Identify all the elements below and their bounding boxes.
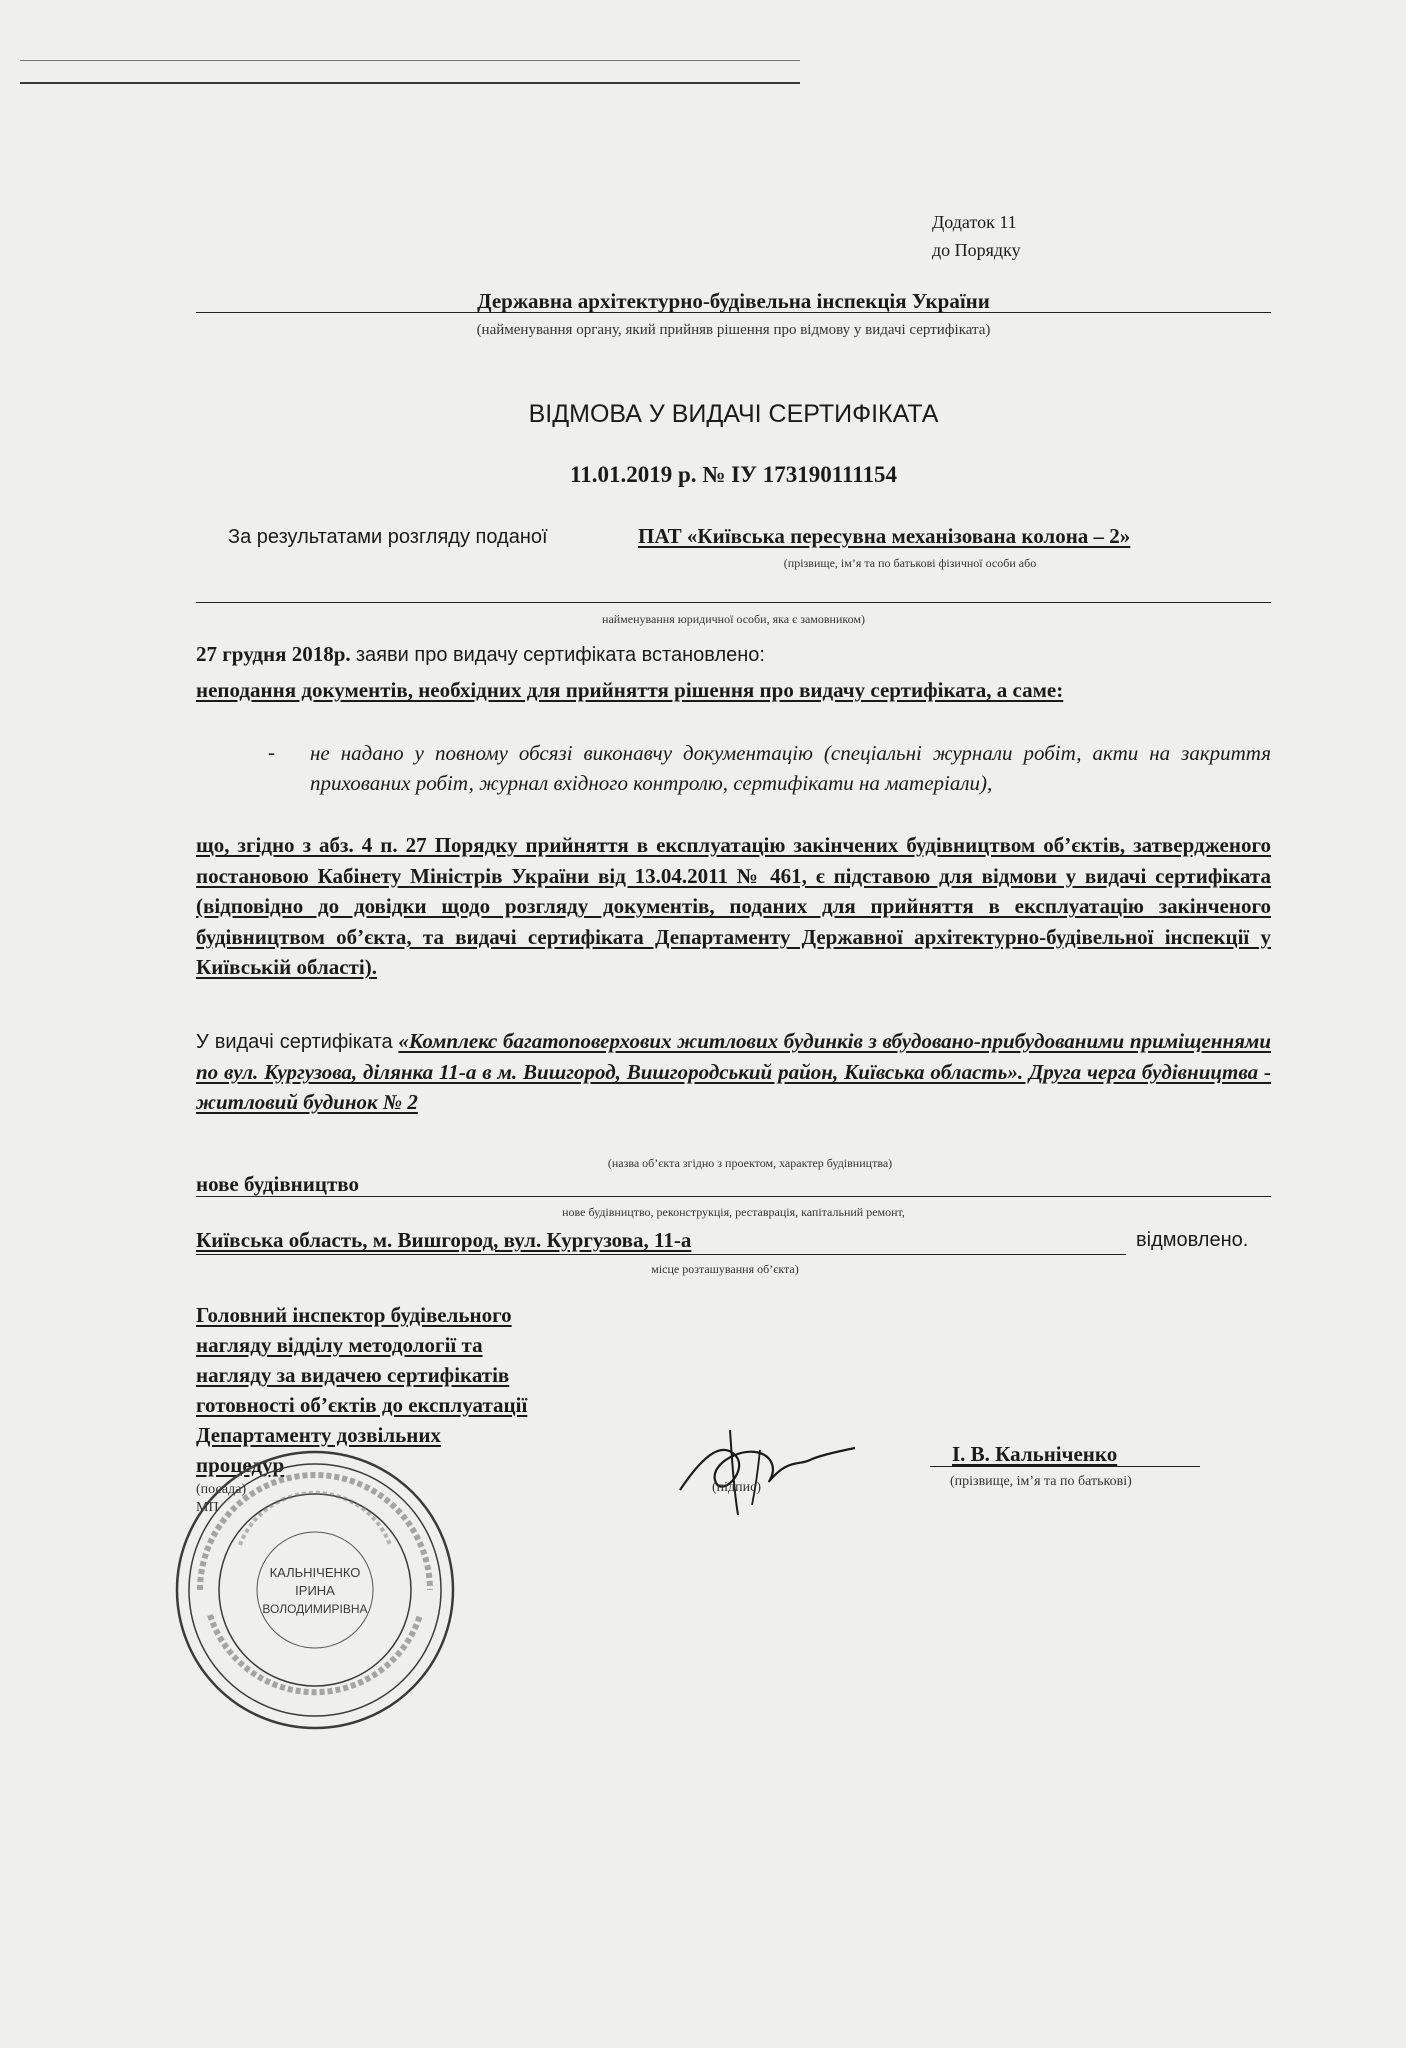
annex-line-2: до Порядку xyxy=(932,240,1021,260)
applicant-name: ПАТ «Київська пересувна механізована колона – 2» xyxy=(638,524,1131,548)
document-title: ВІДМОВА У ВИДАЧІ СЕРТИФІКАТА xyxy=(528,400,939,428)
signatory-name-underline xyxy=(930,1466,1200,1467)
location-underline xyxy=(196,1254,1126,1255)
position-line-6: процедур xyxy=(196,1453,285,1477)
signature-scribble-icon xyxy=(660,1420,860,1520)
object-caption: (назва об’єкта згідно з проектом, характер будівництва) xyxy=(607,1156,893,1170)
applicant-caption-2: найменування юридичної особи, яка є замовником) xyxy=(602,612,865,626)
location-value: Київська область, м. Вишгород, вул. Кургузова, 11-а xyxy=(196,1228,692,1252)
position-line-4: готовності об’єктів до експлуатації xyxy=(196,1393,528,1417)
construction-caption: нове будівництво, реконструкція, реставрація, капітальний ремонт, xyxy=(562,1205,905,1219)
location-caption: місце розташування об’єкта) xyxy=(651,1262,799,1276)
stamp-line-3: ВОЛОДИМИРІВНА xyxy=(262,1602,368,1616)
object-intro: У видачі сертифіката xyxy=(196,1031,393,1053)
application-rest: заяви про видачу сертифіката встановлено: xyxy=(355,644,765,666)
legal-basis: що, згідно з абз. 4 п. 27 Порядку прийняття в експлуатацію закінчених будівництвом об’єктів, затвердженого постановою Кабінету Міністрів України від 13.04.2011 № 461, є підставою для відмови у видачі сертифіката (відповідно до довідки щодо розгляду документів, поданих для прийняття в експлуатацію закінченого будівництвом об’єкта, та видачі сертифіката Департаменту Державної архітектурно-будівельної інспекції у Київській області). xyxy=(196,833,1271,979)
application-date: 27 грудня 2018р. xyxy=(196,642,351,666)
reason-heading: неподання документів, необхідних для прийняття рішення про видачу сертифіката, а саме: xyxy=(196,678,1064,702)
reason-item-text: не надано у повному обсязі виконавчу документацію (спеціальні журнали робіт, акти на закриття прихованих робіт, журнал вхідного контролю, сертифікати на матеріали), xyxy=(310,741,1271,795)
applicant-caption-1: (прізвище, ім’я та по батькові фізичної особи або xyxy=(783,556,1037,570)
scan-line-top xyxy=(20,60,800,61)
decision-number: 11.01.2019 р. № ІУ 173190111154 xyxy=(570,462,897,487)
reason-bullet: - xyxy=(268,740,275,764)
position-line-2: нагляду відділу методології та xyxy=(196,1333,483,1357)
position-line-3: нагляду за видачею сертифікатів xyxy=(196,1363,510,1387)
stamp-line-1: КАЛЬНІЧЕНКО xyxy=(269,1565,361,1580)
application-line xyxy=(196,640,1271,670)
construction-type: нове будівництво xyxy=(196,1172,359,1196)
position-line-5: Департаменту дозвільних xyxy=(196,1423,441,1447)
construction-underline xyxy=(196,1196,1271,1197)
signatory-name: І. В. Кальніченко xyxy=(952,1442,1118,1466)
scan-line-top-2 xyxy=(20,82,800,84)
signatory-name-caption: (прізвище, ім’я та по батькові) xyxy=(950,1474,1132,1489)
signature-caption: (підпис) xyxy=(712,1480,762,1495)
applicant-intro: За результатами розгляду поданої xyxy=(228,526,548,548)
applicant-underline-2 xyxy=(196,602,1271,603)
stamp-line-2: ІРИНА xyxy=(295,1583,335,1598)
location-refused: відмовлено. xyxy=(1136,1229,1249,1251)
object-name: «Комплекс багатоповерхових житлових будинків з вбудовано-прибудованими приміщеннями по вул. Кургузова, ділянка 11-а в м. Вишгород, Вишгородський район, Київська область». Друга черга будівництва - житловий будинок № 2 xyxy=(196,1029,1271,1114)
object-paragraph xyxy=(196,1026,1271,1117)
authority-caption: (найменування органу, який прийняв рішення про відмову у видачі сертифіката) xyxy=(476,322,991,338)
mp-label: МП xyxy=(196,1500,219,1515)
annex-reference xyxy=(932,208,1021,264)
annex-line-1: Додаток 11 xyxy=(932,212,1017,232)
authority-name: Державна архітектурно-будівельна інспекція України xyxy=(477,289,990,313)
position-caption: (посада) xyxy=(196,1482,247,1497)
official-seal-stamp xyxy=(170,1445,460,1735)
position-line-1: Головний інспектор будівельного xyxy=(196,1303,512,1327)
